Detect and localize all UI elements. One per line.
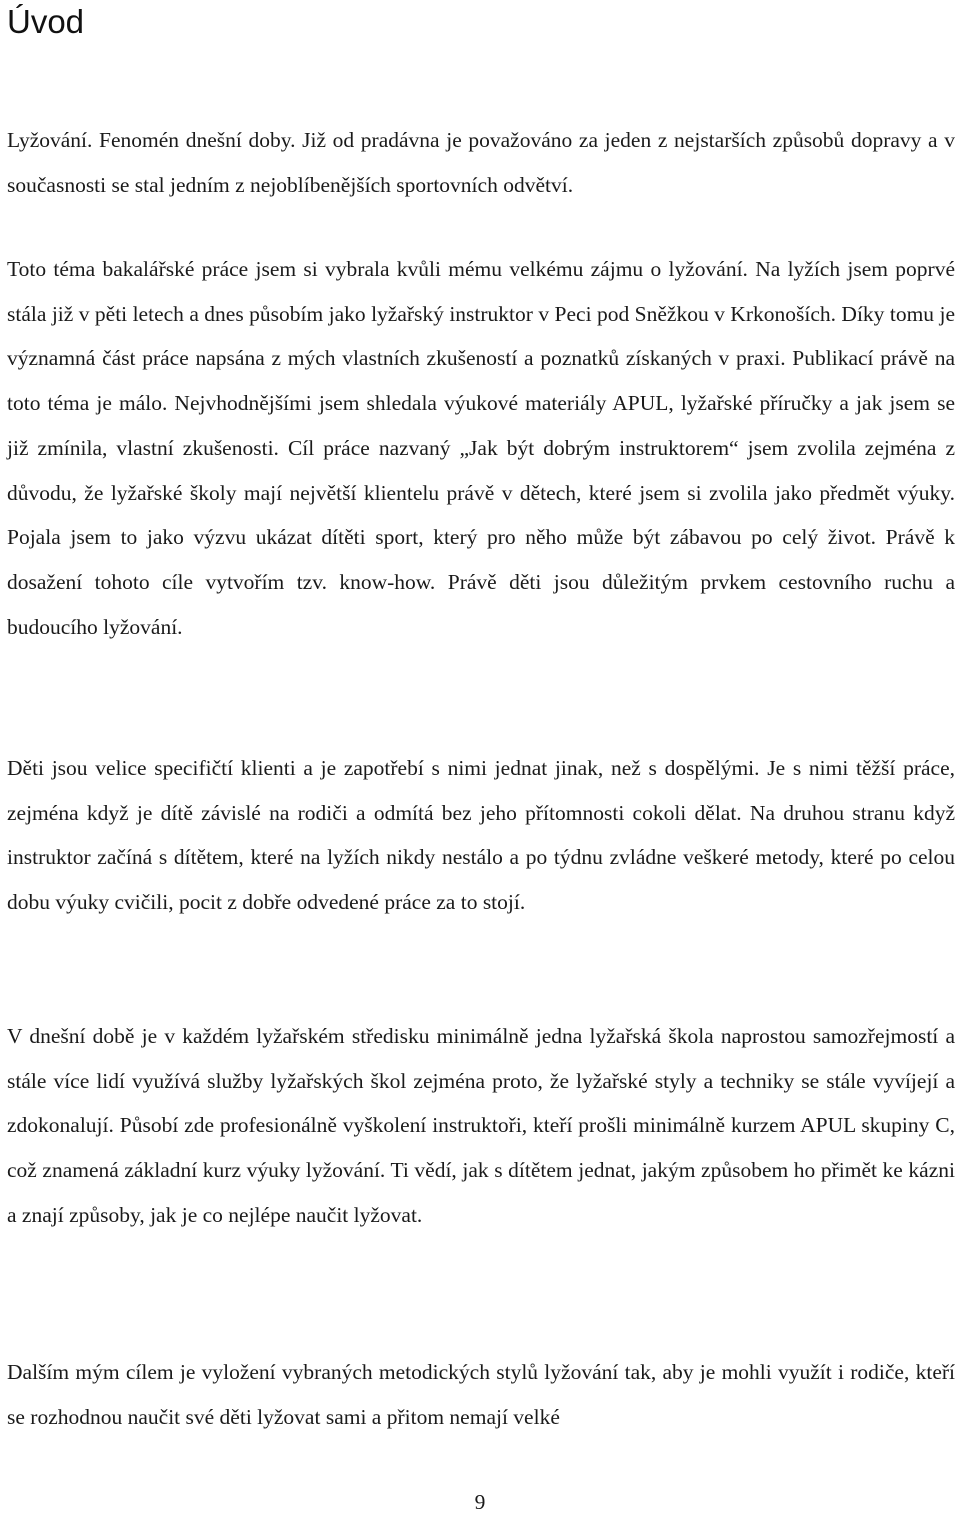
paragraph-topic-choice: Toto téma bakalářské práce jsem si vybrala kvůli mému velkému zájmu o lyžování. Na lyžích jsem poprvé stála již v pěti letech a dnes působím jako lyžařský instruktor v Peci pod Sněžkou v Krkonoších. Díky tomu je významná část práce napsána z mých vlastních zkušeností a poznatků získaných v praxi. Publikací právě na toto téma je málo. Nejvhodnějšími jsem shledala výukové materiály APUL, lyžařské příručky a jak jsem se již zmínila, vlastní zkušenosti. Cíl práce nazvaný „Jak být dobrým instruktorem“ jsem zvolila zejména z důvodu, že lyžařské školy mají největší klientelu právě v dětech, které jsem si zvolila jako předmět výuky. Pojala jsem to jako výzvu ukázat dítěti sport, který pro něho může být zábavou po celý život. Právě k dosažení tohoto cíle vytvořím tzv. know-how. Právě děti jsou důležitým prvkem cestovního ruchu a budoucího lyžování.: [7, 257, 955, 639]
paragraph-intro: Lyžování. Fenomén dnešní doby. Již od pradávna je považováno za jeden z nejstarších způsobů dopravy a v současnosti se stal jedním z nejoblíbenějších sportovních odvětví.: [7, 128, 955, 197]
section-heading: Úvod: [7, 3, 85, 40]
paragraph-further-goal: Dalším mým cílem je vyložení vybraných metodických stylů lyžování tak, aby je mohli využít i rodiče, kteří se rozhodnou naučit své děti lyžovat sami a přitom nemají velké: [7, 1360, 955, 1429]
page-number: 9: [474, 1490, 486, 1514]
paragraph-ski-schools: V dnešní době je v každém lyžařském středisku minimálně jedna lyžařská škola naprostou samozřejmostí a stále více lidí využívá služby lyžařských škol zejména proto, že lyžařské styly a techniky se stále vyvíjejí a zdokonalují. Působí zde profesionálně vyškolení instruktoři, kteří prošli minimálně kurzem APUL skupiny C, což znamená základní kurz výuky lyžování. Ti vědí, jak s dítětem jednat, jakým způsobem ho přimět ke kázni a znají způsoby, jak je co nejlépe naučit lyžovat.: [7, 1024, 955, 1227]
paragraph-children-clients: Děti jsou velice specifičtí klienti a je zapotřebí s nimi jednat jinak, než s dospělými. Je s nimi těžší práce, zejména když je dítě závislé na rodiči a odmítá bez jeho přítomnosti cokoli dělat. Na druhou stranu když instruktor začíná s dítětem, které na lyžích nikdy nestálo a po týdnu zvládne veškeré metody, které po celou dobu výuky cvičili, pocit z dobře odvedené práce za to stojí.: [7, 756, 955, 915]
